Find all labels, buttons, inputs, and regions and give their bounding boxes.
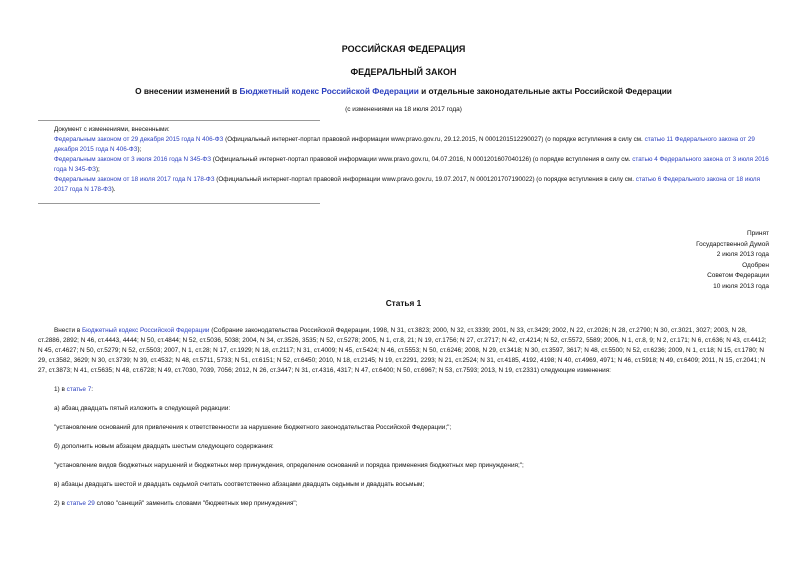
changes-intro: Документ с изменениями, внесенными: — [54, 126, 170, 133]
p1-text: (Собрание законодательства Российской Федерации, 1998, N 31, ст.3823; 2000, N 32, ст.3339; 2001, N 33, ст.3429; 2002, N 22, ст.2026; N 28, ст.2790; N 30, ст.3021, 3027; 2003, N 28, ст.2886, 2892; N 46, ст.4443, 4444; N 50, ст.4844; N 52, ст.5036, 5038; 2004, N 34, ст.3526, 3535; N 52, ст.5278; 2005, N 1, ст.8, 21; N 19, ст.1756; N 27, ст.2717; N 42, ст.4214; N 52, ст.5572, 5589; 2006, N 1, ст.8, 9; N 2, ст.171; N 6, ст.636; N 43, ст.4412; N 45, ст.4627; N 50, ст.5279; N 52, ст.5503; 2007, N 1, ст.28; N 17, ст.1929; N 18, ст.2117; N 31, ст.4009; N 45, ст.5424; N 46, ст.5553; N 50, ст.6246; 2008, N 29, ст.3418; N 30, ст.3597, 3617; N 48, ст.5500; N 52, ст.6236; 2009, N 1, ст.18; N 15, ст.1780; N 29, ст.3582, 3629; N 30, ст.3739; N 39, ст.4532; N 48, ст.5711, 5733; N 51, ст.6151; N 52, ст.6450; 2010, N 18, ст.2145; N 19, ст.2291, 2293; N 21, ст.2524; N 31, ст.4185, 4192, 4198; N 40, ст.4969, 4971; N 46, ст.5918; N 49, ст.6409; 2011, N 15, ст.2041; N 27, ст.3873; N 41, ст.5635; N 48, ст.6728; N 49, ст.7030, 7039, 7056; 2012, N 26, ст.3447; N 31, ст.4316, 4317; N 47, ст.6400; N 50, ст.6967; N 53, ст.7593; 2013, N 19, ст.2331) следующие изменения: — [38, 327, 767, 374]
subitem-b: б) дополнить новым абзацем двадцать шестым следующего содержания: — [54, 443, 274, 450]
change-3-text: (Официальный интернет-портал правовой информации www.pravo.gov.ru, 19.07.2017, N 0001201707190022) (о порядке вступления в силу см. — [214, 176, 636, 183]
title-prefix: О внесении изменений в — [135, 86, 240, 96]
title-suffix: и отдельные законодательные акты Российской Федерации — [418, 86, 672, 96]
adoption-duma: Государственной Думой — [696, 240, 769, 248]
change-item-1 — [54, 135, 769, 155]
subitem-v: в) абзацы двадцать шестой и двадцать седьмой считать соответственно абзацами двадцать седьмым и двадцать восьмым; — [54, 481, 425, 488]
item-2-prefix: 2) в — [54, 500, 67, 507]
divider-bottom — [38, 203, 320, 204]
item-2-suffix: слово "санкций" заменить словами "бюджетных мер принуждения"; — [94, 500, 298, 507]
divider-top — [38, 120, 320, 121]
change-1-tail: ); — [137, 146, 142, 153]
document-heading-type: ФЕДЕРАЛЬНЫЙ ЗАКОН — [350, 67, 457, 77]
change-3-tail: ). — [111, 186, 116, 193]
change-2-text: (Официальный интернет-портал правовой информации www.pravo.gov.ru, 04.07.2016, N 0001201607040126) (о порядке вступления в силу см. — [211, 156, 633, 163]
adoption-council-date: 10 июля 2013 года — [713, 282, 769, 290]
adoption-federation-council: Советом Федерации — [707, 272, 769, 279]
change-3-article-link[interactable]: статью 6 Федерального закона от 18 июля 2017 года N 178-ФЗ — [54, 176, 761, 193]
item-1-suffix: : — [91, 386, 94, 393]
change-2-article-link[interactable]: статью 4 Федерального закона от 3 июля 2016 года N 345-ФЗ — [54, 156, 769, 173]
article-heading: Статья 1 — [385, 298, 422, 308]
change-1-text: (Официальный интернет-портал правовой информации www.pravo.gov.ru, 29.12.2015, N 0001201512290027) (о порядке вступления в силу см. — [223, 136, 645, 143]
item-2 — [38, 499, 769, 509]
changes-block — [54, 125, 769, 195]
p1-prefix: Внести в — [54, 327, 82, 334]
p1-budget-code-link[interactable]: Бюджетный кодекс Российской Федерации — [81, 327, 210, 334]
adoption-duma-date: 2 июля 2013 года — [716, 251, 769, 258]
change-item-2 — [54, 155, 769, 175]
change-1-law-link[interactable]: Федеральным законом от 29 декабря 2015 года N 406-ФЗ — [54, 136, 224, 143]
item-1 — [38, 385, 769, 395]
document-heading-country: РОССИЙСКАЯ ФЕДЕРАЦИЯ — [341, 44, 466, 54]
change-1-article-link[interactable]: статью 11 Федерального закона от 29 декабря 2015 года N 406-ФЗ — [54, 136, 755, 153]
change-2-tail: ); — [95, 166, 100, 173]
document-subtitle: (с изменениями на 18 июля 2017 года) — [345, 106, 462, 113]
item-1-prefix: 1) в — [54, 386, 67, 393]
quote-1: "установление оснований для привлечения к ответственности за нарушение бюджетного законодательства Российской Федерации;"; — [54, 424, 452, 431]
change-2-law-link[interactable]: Федеральным законом от 3 июля 2016 года N 345-ФЗ — [54, 156, 212, 163]
document-title — [0, 86, 807, 96]
quote-2: "установление видов бюджетных нарушений и бюджетных мер принуждения, определение оснований и порядка применения бюджетных мер принуждения;"; — [54, 462, 524, 469]
adoption-accepted: Принят — [746, 230, 769, 237]
article-paragraph-1 — [38, 326, 769, 376]
adoption-approved: Одобрен — [742, 261, 769, 269]
change-item-3 — [54, 175, 769, 195]
article-29-link[interactable]: статье 29 — [66, 500, 95, 507]
article-body — [38, 326, 769, 509]
adoption-block — [696, 229, 769, 292]
budget-code-link[interactable]: Бюджетный кодекс Российской Федерации — [239, 86, 419, 96]
article-7-link[interactable]: статье 7 — [66, 386, 92, 393]
change-3-law-link[interactable]: Федеральным законом от 18 июля 2017 года N 178-ФЗ — [54, 176, 215, 183]
subitem-a: а) абзац двадцать пятый изложить в следующей редакции: — [54, 405, 231, 412]
